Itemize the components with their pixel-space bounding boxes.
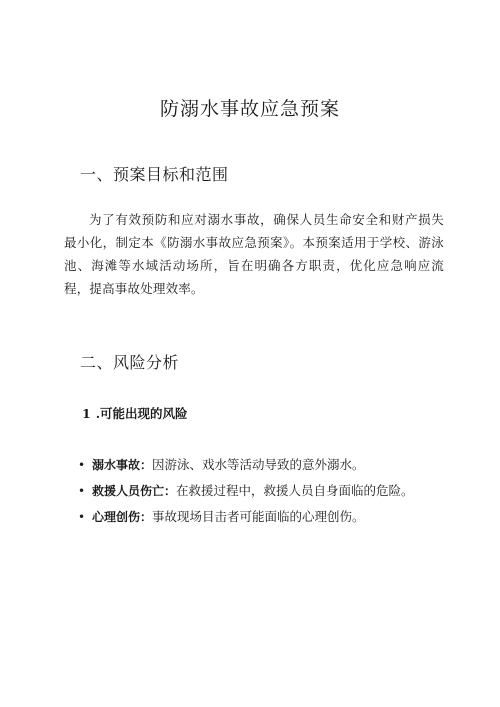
subheading-text: .可能出现的风险	[95, 406, 188, 421]
bullet-term: 救援人员伤亡：	[92, 484, 177, 498]
subheading-possible-risks	[82, 404, 188, 422]
bullet-term: 心理创伤：	[92, 510, 153, 524]
list-item	[78, 478, 458, 504]
document-title: 防溺水事故应急预案	[159, 98, 340, 120]
bullet-dot-icon: •	[78, 458, 86, 472]
bullet-desc: 因游泳、戏水等活动导致的意外溺水。	[152, 457, 365, 472]
bullet-term: 溺水事故：	[92, 458, 153, 472]
bullet-desc: 事故现场目击者可能面临的心理创伤。	[152, 509, 365, 524]
list-item	[78, 452, 458, 478]
section-heading-goals-scope: 一、预案目标和范围	[80, 165, 229, 184]
bullet-dot-icon: •	[78, 510, 86, 524]
section-heading-risk-analysis: 二、风险分析	[80, 353, 180, 372]
bullet-desc: 在救援过程中，救援人员自身面临的危险。	[176, 483, 414, 498]
section-paragraph-goals-scope: 为了有效预防和应对溺水事故，确保人员生命安全和财产损失最小化，制定本《防溺水事故应急预案》。本预案适用于学校、游泳池、海滩等水域活动场所，旨在明确各方职责，优化应急响应流程，提高事故处理效率。	[64, 212, 444, 296]
risk-bullet-list	[78, 452, 458, 530]
subheading-number: 1	[82, 406, 91, 421]
list-item	[78, 504, 458, 530]
bullet-dot-icon: •	[78, 484, 86, 498]
